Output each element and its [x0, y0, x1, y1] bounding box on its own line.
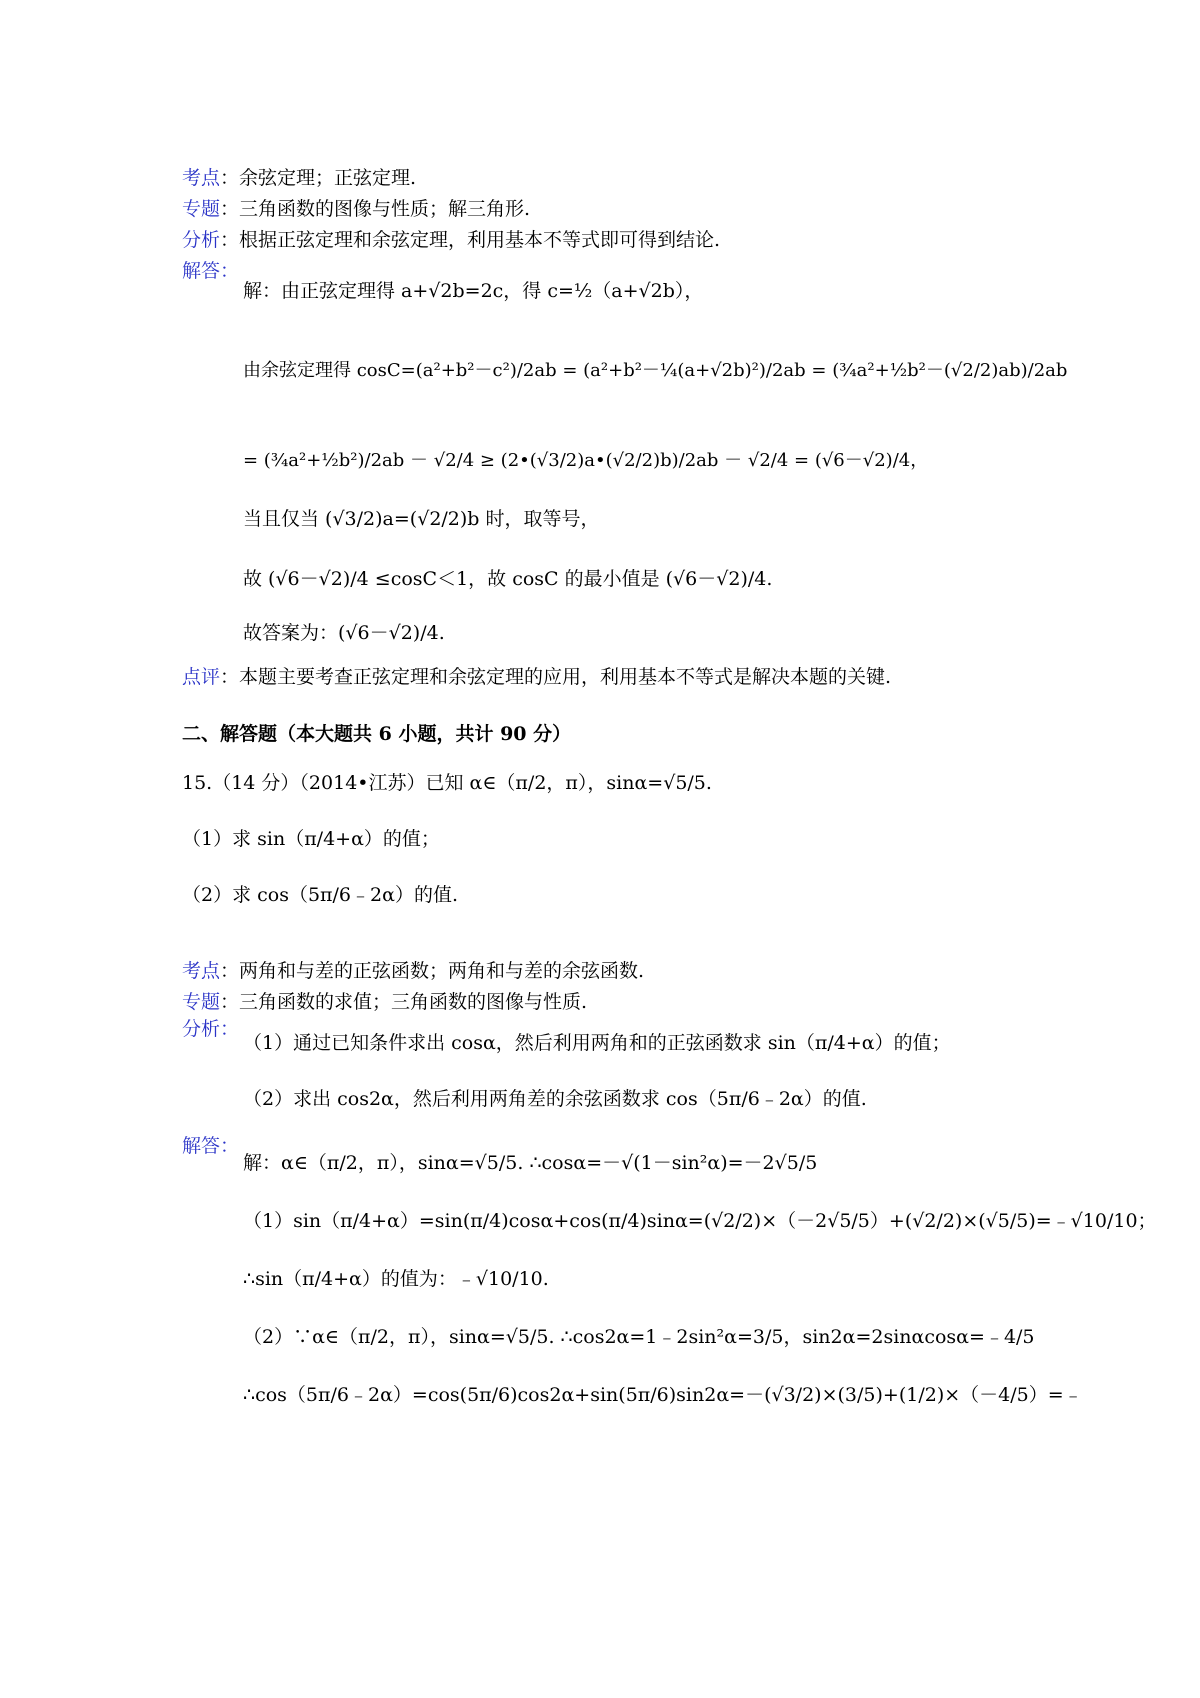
section-title: 二、解答题（本大题共 6 小题，共计 90 分） — [182, 723, 572, 745]
q15-stem: 15.（14 分）（2014•江苏）已知 α∈（π/2，π），sinα=√5/5. — [182, 772, 712, 794]
dianping-label: 点评 — [182, 666, 221, 688]
q15-fenxi-2: （2）求出 cos2α，然后利用两角差的余弦函数求 cos（5π/6﹣2α）的值. — [243, 1088, 867, 1110]
solution-line-3: = (¾a²+½b²)/2ab － √2/4 ≥ (2•(√3/2)a•(√2/2)b)/2ab － √2/4 = (√6－√2)/4， — [243, 450, 929, 471]
solution-line-5: 故 (√6－√2)/4 ≤cosC＜1，故 cosC 的最小值是 (√6－√2)/4. — [243, 568, 773, 590]
q15-fenxi-1: （1）通过已知条件求出 cosα，然后利用两角和的正弦函数求 sin（π/4+α）的值； — [243, 1032, 951, 1054]
q15-solution-4: ∴cos（5π/6﹣2α）=cos(5π/6)cos2α+sin(5π/6)sin2α=－(√3/2)×(3/5)+(1/2)×（－4/5）=﹣ — [243, 1384, 1083, 1406]
zhuanti-text: ：三角函数的图像与性质；解三角形. — [220, 198, 531, 220]
q15-fenxi-label — [182, 1016, 239, 1042]
solution-line-2-expr: (a²+b²－c²)/2ab = (a²+b²－¼(a+√2b)²)/2ab = (¾a²+½b²－(√2/2)ab)/2ab — [415, 360, 1068, 381]
fenxi-label: 分析 — [182, 229, 221, 251]
jieda-label-text: 解答 — [182, 260, 221, 282]
jieda-label — [182, 258, 239, 284]
q15-solution-2: ∴sin（π/4+α）的值为：﹣√10/10. — [243, 1268, 549, 1290]
solution-line-2 — [243, 356, 1067, 386]
q15-zhuanti-text: ：三角函数的求值；三角函数的图像与性质. — [220, 991, 588, 1013]
q15-part-2: （2）求 cos（5π/6﹣2α）的值. — [182, 884, 458, 906]
q15-fenxi-colon: ： — [220, 1018, 240, 1040]
solution-line-4: 当且仅当 (√3/2)a=(√2/2)b 时，取等号， — [243, 508, 600, 530]
q15-part-1: （1）求 sin（π/4+α）的值； — [182, 828, 440, 850]
kaodian-text: ：余弦定理；正弦定理. — [220, 167, 417, 189]
q15-fenxi-label-text: 分析 — [182, 1018, 221, 1040]
jieda-colon: ： — [220, 260, 240, 282]
q15-jieda-label — [182, 1133, 239, 1159]
q15-solution-1: （1）sin（π/4+α）=sin(π/4)cosα+cos(π/4)sinα=(√2/2)×（－2√5/5）+(√2/2)×(√5/5)=﹣√10/10； — [243, 1210, 1157, 1232]
q15-kaodian-line — [182, 958, 644, 984]
fenxi-text: ：根据正弦定理和余弦定理，利用基本不等式即可得到结论. — [220, 229, 721, 251]
dianping-text: ：本题主要考查正弦定理和余弦定理的应用，利用基本不等式是解决本题的关键. — [220, 666, 892, 688]
kaodian-label: 考点 — [182, 167, 221, 189]
solution-line-1: 解：由正弦定理得 a+√2b=2c，得 c=½（a+√2b）， — [243, 280, 704, 302]
q15-zhuanti-label: 专题 — [182, 991, 221, 1013]
q15-solution-0: 解：α∈（π/2，π），sinα=√5/5. ∴cosα=－√(1－sin²α)=－2√5/5 — [243, 1152, 818, 1174]
fenxi-line — [182, 227, 720, 253]
zhuanti-line — [182, 196, 530, 222]
q15-jieda-label-text: 解答 — [182, 1135, 221, 1157]
kaodian-line — [182, 165, 416, 191]
solution-line-2-prefix: 由余弦定理得 cosC= — [243, 360, 416, 381]
q15-kaodian-text: ：两角和与差的正弦函数；两角和与差的余弦函数. — [220, 960, 645, 982]
q15-zhuanti-line — [182, 989, 587, 1015]
q15-kaodian-label: 考点 — [182, 960, 221, 982]
dianping-line — [182, 664, 891, 690]
solution-line-6: 故答案为：(√6－√2)/4. — [243, 622, 445, 644]
q15-jieda-colon: ： — [220, 1135, 240, 1157]
zhuanti-label: 专题 — [182, 198, 221, 220]
q15-solution-3: （2）∵α∈（π/2，π），sinα=√5/5. ∴cos2α=1﹣2sin²α=3/5，sin2α=2sinαcosα=﹣4/5 — [243, 1326, 1035, 1348]
